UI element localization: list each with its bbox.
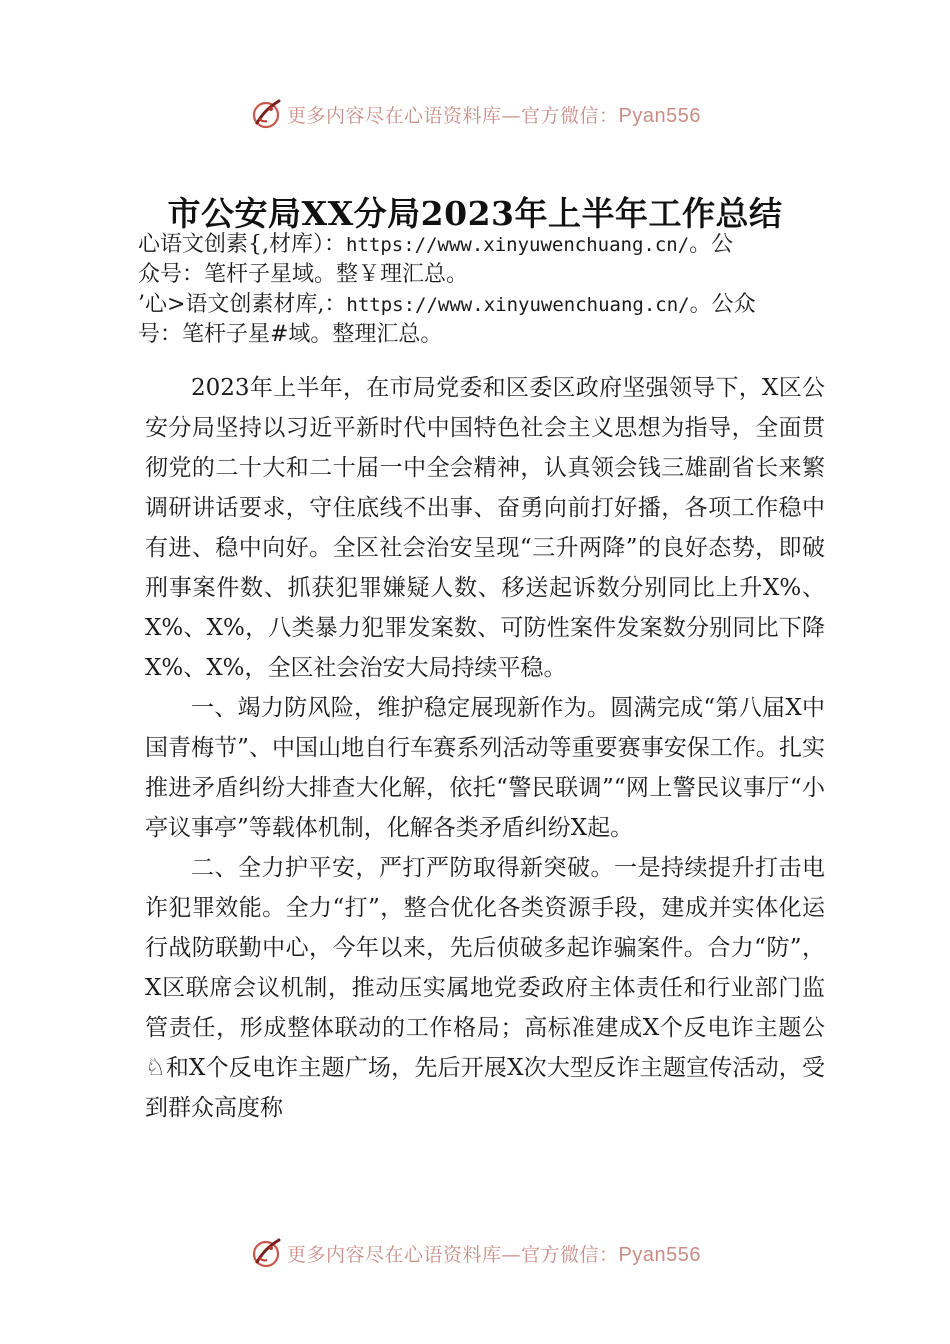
source-url: https://www.xinyuwenchuang.cn/: [346, 294, 690, 316]
paragraph-section-2: 二、全力护平安，严打严防取得新突破。一是持续提升打击电诈犯罪效能。全力“打”，整合优化各类资源手段，建成并实体化运行战防联勤中心，今年以来，先后侦破多起诈骗案件。合力“防”，X区联席会议机制，推动压实属地党委政府主体责任和行业部门监管责任，形成整体联动的工作格局；高标准建成X个反电诈主题公♘和X个反电诈主题广场，先后开展X次大型反诈主题宣传活动，受到群众高度称: [145, 855, 825, 1121]
brush-logo-icon: [249, 1236, 283, 1270]
source-line-3: ’心>语文创素材库,：https://www.xinyuwenchuang.cn/。公众: [138, 292, 756, 317]
footer-watermark-text: 更多内容尽在心语资料库—官方微信：Pyan556: [287, 1243, 701, 1266]
source-line-4: 号：笔杆子星#域。整理汇总。: [138, 322, 443, 347]
source-url: https://www.xinyuwenchuang.cn/: [346, 234, 690, 256]
source-line-2: 众号：笔杆子星域。整￥理汇总。: [138, 262, 469, 287]
brush-logo-icon: [249, 97, 283, 131]
paragraph-intro: 2023年上半年，在市局党委和区委区政府坚强领导下，X区公安分局坚持以习近平新时代中国特色社会主义思想为指导，全面贯彻党的二十大和二十届一中全会精神，认真领会钱三雄副省长来繁调研讲话要求，守住底线不出事、奋勇向前打好播，各项工作稳中有进、稳中向好。全区社会治安呈现“三升两降”的良好态势，即破刑事案件数、抓获犯罪嫌疑人数、移送起诉数分别同比上升X%、X%、X%，八类暴力犯罪发案数、可防性案件发案数分别同比下降X%、X%，全区社会治安大局持续平稳。: [145, 375, 825, 681]
document-title: 市公安局XX分局2023年上半年工作总结: [167, 194, 783, 233]
footer-watermark-banner: [0, 1233, 950, 1273]
source-line-1: 心语文创素{,材库）：https://www.xinyuwenchuang.cn/。公: [138, 232, 734, 257]
document-body: [145, 368, 825, 1128]
wechat-id: Pyan556: [618, 1243, 701, 1266]
paragraph-section-1: 一、竭力防风险，维护稳定展现新作为。圆满完成“第八届X中国青梅节”、中国山地自行车赛系列活动等重要赛事安保工作。扎实推进矛盾纠纷大排查大化解，依托“警民联调”“网上警民议事厅“小亭议事亭”等载体机制，化解各类矛盾纠纷X起。: [145, 695, 825, 841]
header-watermark-text: 更多内容尽在心语资料库—官方微信：Pyan556: [287, 104, 701, 127]
wechat-id: Pyan556: [618, 104, 701, 127]
header-watermark-banner: [0, 94, 950, 134]
